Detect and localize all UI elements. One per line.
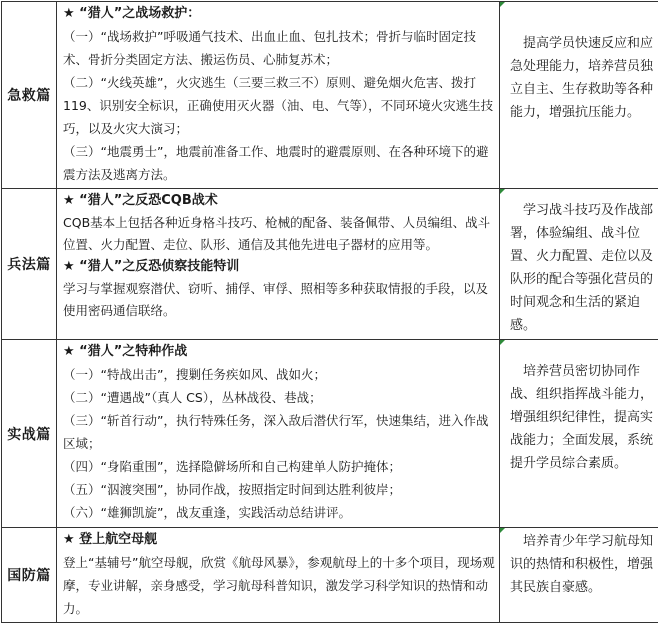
section-heading: ★ “猎人”之特种作战 <box>63 341 495 363</box>
content-line: （三）“地震勇士”，地震前准备工作、地震时的避震原则、在各种环境下的避震方法及逃离方法。 <box>63 140 495 186</box>
category-cell: 急救篇 <box>2 2 57 189</box>
category-cell: 国防篇 <box>2 528 57 623</box>
section-heading: ★ “猎人”之反恐侦察技能特训 <box>63 256 495 278</box>
content-line: 登上“基辅号”航空母舰，欣赏《航母风暴》，参观航母上的十多个项目，现场观摩，专业讲解，亲身感受，学习航母科普知识，激发学习科学知识的热情和动力。 <box>63 551 495 620</box>
goal-cell: 培养营员密切协同作战、组织指挥战斗能力，增强组织纪律性，提高实战能力；全面发展，系统提升学员综合素质。 <box>500 340 658 528</box>
category-cell: 实战篇 <box>2 340 57 528</box>
content-line: （四）“身陷重围”，选择隐僻场所和自己构建单人防护掩体； <box>63 455 495 478</box>
goal-cell: 培养青少年学习航母知识的热情和积极性，增强其民族自豪感。 <box>500 528 658 623</box>
section-heading: ★ “猎人”之反恐CQB战术 <box>63 190 495 212</box>
content-line: （五）“泅渡突围”，协同作战，按照指定时间到达胜利彼岸； <box>63 478 495 501</box>
table-row <box>2 189 658 340</box>
content-cell <box>57 2 500 189</box>
content-line: 学习与掌握观察潜伏、窃听、捕俘、审俘、照相等多种获取情报的手段，以及使用密码通信联络。 <box>63 278 495 322</box>
content-line: （二）“火线英雄”，火灾逃生（三要三救三不）原则、避免烟火危害、拨打 119、识别安全标识，正确使用灭火器（油、电、气等），不同环境火灾逃生技巧，以及火灾大演习； <box>63 71 495 140</box>
content-line: （三）“斩首行动”，执行特殊任务，深入敌后潜伏行军，快速集结，进入作战区域； <box>63 409 495 455</box>
content-cell <box>57 340 500 528</box>
goal-cell: 学习战斗技巧及作战部署，体验编组、战斗位置、火力配置、走位以及队形的配合等强化营员的时间观念和生活的紧迫感。 <box>500 189 658 340</box>
table-row <box>2 340 658 528</box>
content-cell <box>57 189 500 340</box>
section-heading: ★ “猎人”之战场救护： <box>63 3 495 25</box>
table-row <box>2 528 658 623</box>
content-line: CQB基本上包括各种近身格斗技巧、枪械的配备、装备佩带、人员编组、战斗位置、火力配置、走位、队形、通信及其他先进电子器材的应用等。 <box>63 212 495 256</box>
content-line: （一）“战场救护”呼吸通气技术、出血止血、包扎技术；骨折与临时固定技术、骨折分类固定方法、搬运伤员、心肺复苏术； <box>63 25 495 71</box>
content-line: （一）“特战出击”，搜剿任务疾如风、战如火； <box>63 363 495 386</box>
table-row <box>2 2 658 189</box>
goal-cell: 提高学员快速反应和应急处理能力，培养营员独立自主、生存救助等各种能力，增强抗压能力。 <box>500 2 658 189</box>
content-line: （六）“雄狮凯旋”，战友重逢，实践活动总结讲评。 <box>63 501 495 524</box>
content-cell <box>57 528 500 623</box>
section-heading: ★ 登上航空母舰 <box>63 529 495 551</box>
content-line: （二）“遭遇战”（真人 CS），丛林战役、巷战； <box>63 386 495 409</box>
category-cell: 兵法篇 <box>2 189 57 340</box>
curriculum-table <box>1 1 658 623</box>
